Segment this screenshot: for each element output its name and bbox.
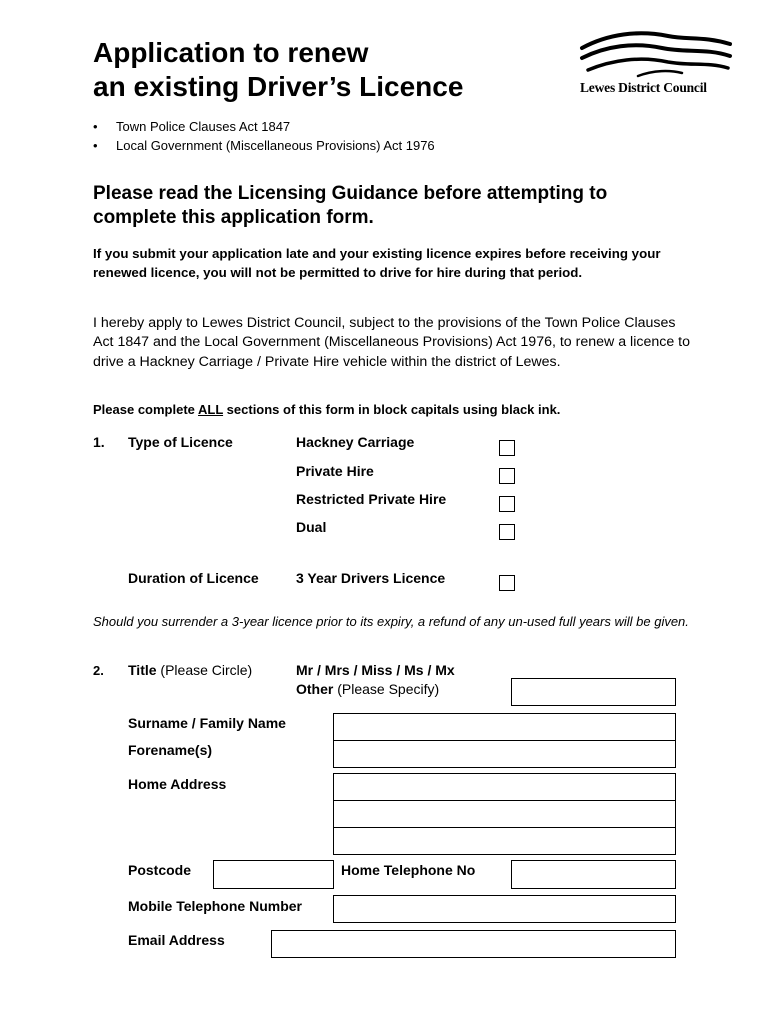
application-intro: I hereby apply to Lewes District Council, subject to the provisions of the Town Police Clauses Act 1847 and the Local Government (Miscellaneous Provisions) Act 1976, to renew a licence to drive a Hackney Carriage / Private Hire vehicle within the district of Lewes. — [93, 315, 690, 370]
refund-note: Should you surrender a 3-year licence prior to its expiry, a refund of any un-used full years will be given. — [93, 614, 689, 629]
postcode-field[interactable] — [213, 860, 334, 889]
hackney-carriage-checkbox[interactable] — [499, 440, 515, 456]
other-title-label: Other (Please Specify) — [296, 681, 440, 697]
option-private-hire-label: Private Hire — [296, 463, 374, 479]
option-hackney-carriage-label: Hackney Carriage — [296, 434, 415, 450]
title-line-1: Application to renew — [93, 37, 369, 68]
home-address-line-3-field[interactable] — [333, 827, 676, 855]
mobile-telephone-label: Mobile Telephone Number — [128, 898, 302, 914]
licence-type-label: Type of Licence — [128, 434, 233, 450]
email-label: Email Address — [128, 932, 225, 948]
section-2-number: 2. — [93, 663, 104, 678]
three-year-licence-checkbox[interactable] — [499, 575, 515, 591]
section-1-number: 1. — [93, 434, 105, 450]
title-line-2: an existing Driver’s Licence — [93, 71, 464, 102]
restricted-private-hire-checkbox[interactable] — [499, 496, 515, 512]
duration-option-label: 3 Year Drivers Licence — [296, 570, 446, 586]
act-item: • Town Police Clauses Act 1847 — [93, 117, 435, 136]
other-title-field[interactable] — [511, 678, 676, 706]
mobile-telephone-field[interactable] — [333, 895, 676, 923]
page-title — [93, 36, 463, 104]
private-hire-checkbox[interactable] — [499, 468, 515, 484]
council-logo-text: Lewes District Council — [580, 80, 707, 95]
home-address-line-2-field[interactable] — [333, 800, 676, 828]
option-dual-label: Dual — [296, 519, 327, 535]
forename-field[interactable] — [333, 740, 676, 768]
email-field[interactable] — [271, 930, 676, 958]
title-options[interactable]: Mr / Mrs / Miss / Ms / Mx — [296, 662, 455, 678]
late-application-warning: If you submit your application late and your existing licence expires before receiving your renewed licence, you will not be permitted to drive for hire during that period. — [93, 246, 661, 281]
forename-label: Forename(s) — [128, 742, 213, 758]
home-address-line-1-field[interactable] — [333, 773, 676, 801]
surname-label: Surname / Family Name — [128, 715, 286, 731]
title-label: Title (Please Circle) — [128, 662, 253, 678]
duration-label: Duration of Licence — [128, 570, 259, 586]
postcode-label: Postcode — [128, 862, 192, 878]
surname-field[interactable] — [333, 713, 676, 741]
dual-checkbox[interactable] — [499, 524, 515, 540]
option-restricted-private-hire-label: Restricted Private Hire — [296, 491, 447, 507]
act-item: • Local Government (Miscellaneous Provisions) Act 1976 — [93, 136, 435, 155]
home-telephone-label: Home Telephone No — [341, 862, 476, 878]
guidance-heading: Please read the Licensing Guidance before attempting to complete this application form. — [93, 183, 608, 228]
completion-instruction: Please complete ALL sections of this form in block capitals using black ink. — [93, 402, 561, 417]
home-address-label: Home Address — [128, 776, 227, 792]
acts-list — [93, 117, 435, 155]
home-telephone-field[interactable] — [511, 860, 676, 889]
